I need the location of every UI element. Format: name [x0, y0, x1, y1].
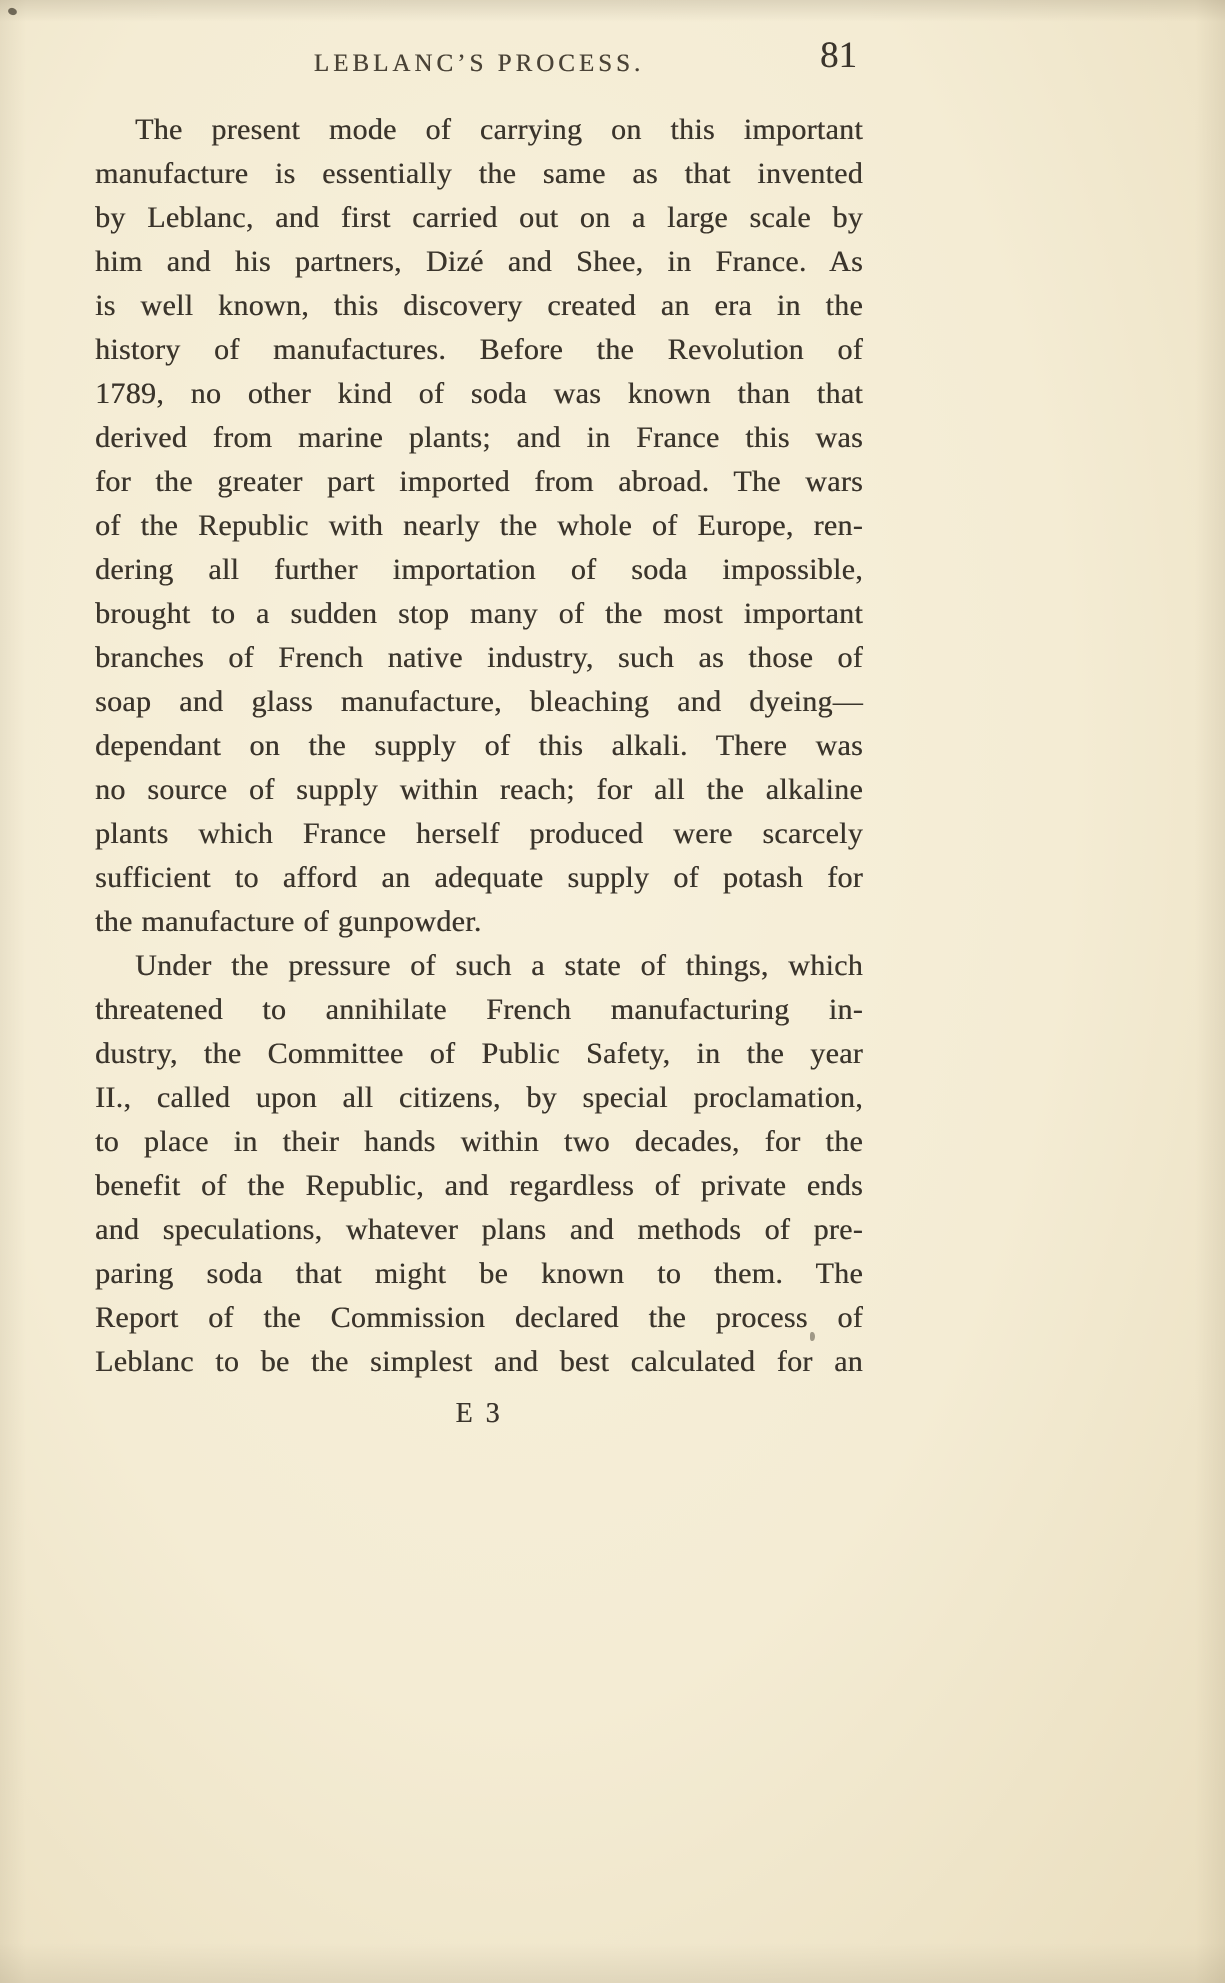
- text-line: dustry, the Committee of Public Safety, in the year: [95, 1037, 863, 1070]
- text-line: dependant on the supply of this alkali. There was: [95, 729, 863, 762]
- page-header: [95, 35, 863, 102]
- text-line: The present mode of carrying on this important: [135, 113, 863, 146]
- running-header-title: LEBLANC’S PROCESS.: [313, 50, 645, 77]
- text-line: no source of supply within reach; for all the alkaline: [95, 773, 863, 806]
- signature-mark: E 3: [455, 1398, 503, 1429]
- text-line: by Leblanc, and first carried out on a large scale by: [95, 201, 863, 234]
- text-line: plants which France herself produced were scarcely: [95, 817, 863, 850]
- text-line: manufacture is essentially the same as that invented: [95, 157, 863, 190]
- text-line: 1789, no other kind of soda was known than that: [95, 377, 863, 410]
- text-line: brought to a sudden stop many of the most important: [95, 597, 863, 630]
- text-line: of the Republic with nearly the whole of Europe, ren-: [95, 509, 863, 542]
- text-line: him and his partners, Dizé and Shee, in France. As: [95, 245, 863, 278]
- ink-speck: [7, 7, 18, 17]
- text-line: the manufacture of gunpowder.: [95, 905, 482, 938]
- page-body: [95, 108, 863, 1384]
- text-line: branches of French native industry, such as those of: [95, 641, 863, 674]
- text-line: dering all further importation of soda impossible,: [95, 553, 863, 586]
- text-line: soap and glass manufacture, bleaching and dyeing—: [95, 685, 863, 718]
- text-line: Under the pressure of such a state of things, which: [135, 949, 863, 982]
- page-number: 81: [820, 35, 857, 76]
- text-line: history of manufactures. Before the Revolution of: [95, 333, 863, 366]
- text-line: Report of the Commission declared the process of: [95, 1301, 863, 1334]
- text-line: to place in their hands within two decades, for the: [95, 1125, 863, 1158]
- text-line: is well known, this discovery created an era in the: [95, 289, 863, 322]
- text-line: and speculations, whatever plans and methods of pre-: [95, 1213, 863, 1246]
- text-line: paring soda that might be known to them. The: [95, 1257, 863, 1290]
- text-line: threatened to annihilate French manufacturing in-: [95, 993, 863, 1026]
- text-line: Leblanc to be the simplest and best calculated for an: [95, 1345, 863, 1378]
- text-line: derived from marine plants; and in France this was: [95, 421, 863, 454]
- paragraph: [95, 108, 863, 944]
- text-line: II., called upon all citizens, by special proclamation,: [95, 1081, 863, 1114]
- text-line: sufficient to afford an adequate supply of potash for: [95, 861, 863, 894]
- text-line: for the greater part imported from abroad. The wars: [95, 465, 863, 498]
- paragraph: [95, 944, 863, 1384]
- text-line: benefit of the Republic, and regardless of private ends: [95, 1169, 863, 1202]
